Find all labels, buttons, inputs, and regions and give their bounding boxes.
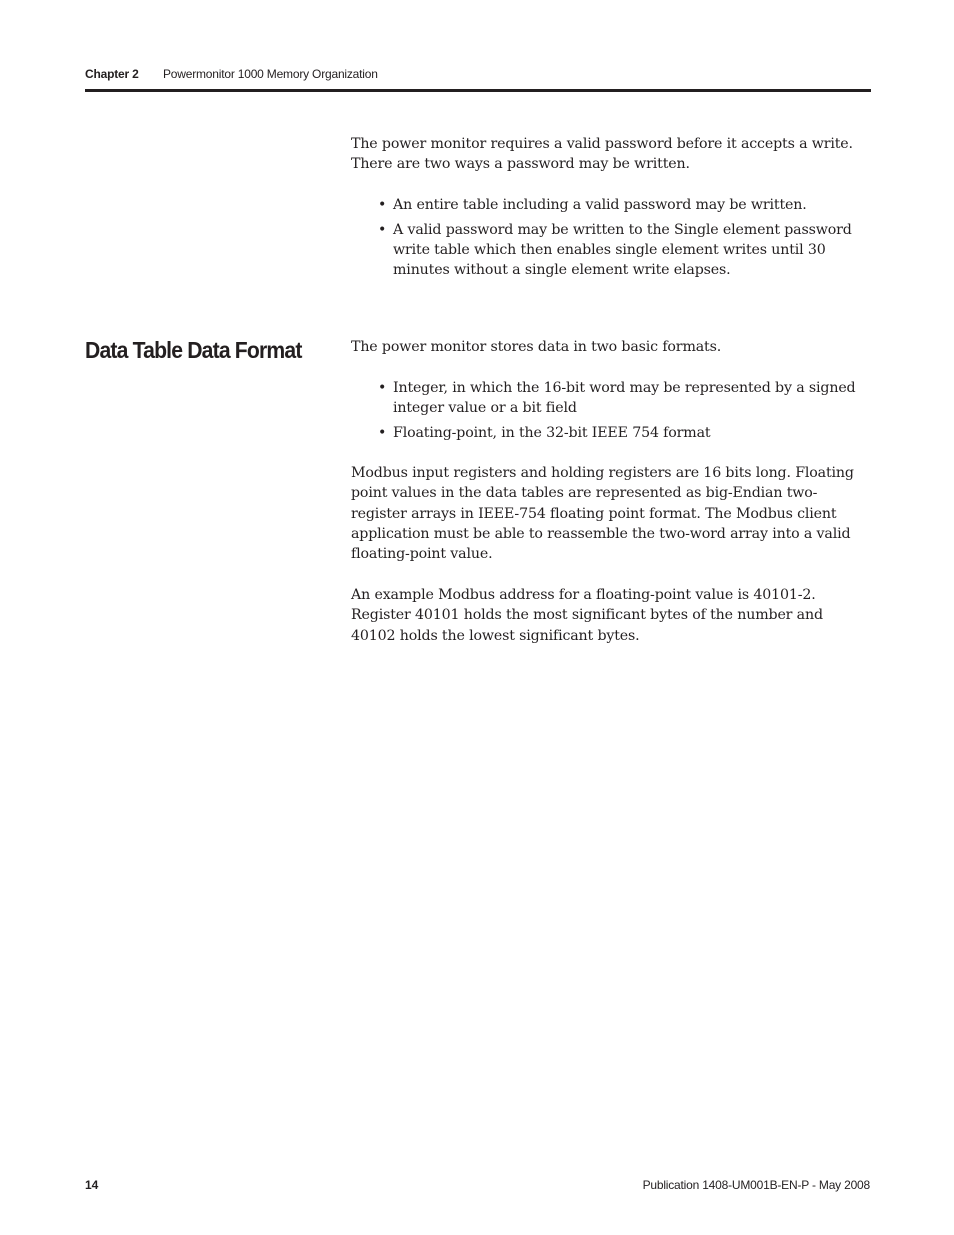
format-bullet-list — [378, 378, 872, 448]
list-item — [378, 423, 872, 443]
section-intro: The power monitor stores data in two basic formats. — [351, 339, 722, 355]
bullet-icon: • — [378, 197, 387, 213]
list-item — [378, 220, 872, 281]
bullet-icon: • — [378, 221, 387, 238]
chapter-title: Powermonitor 1000 Memory Organization — [163, 67, 378, 81]
section-heading: Data Table Data Format — [85, 337, 302, 363]
bullet-text: A valid password may be written to the Single element password write table which then enables single element writes until 30 minutes without a single element write elapses. — [393, 221, 852, 279]
page-number: 14 — [85, 1178, 99, 1192]
bullet-text: Integer, in which the 16-bit word may be represented by a signed integer value or a bit field — [393, 380, 856, 417]
intro-bullet-list — [378, 195, 872, 285]
list-item — [378, 378, 872, 419]
page-header — [85, 66, 871, 82]
bullet-text: Floating-point, in the 32-bit IEEE 754 format — [393, 425, 711, 442]
modbus-paragraph: Modbus input registers and holding registers are 16 bits long. Floating point values in the data tables are represented as big-Endian two-register arrays in IEEE-754 floating point format. The Modbus client application must be able to reassemble the two-word array into a valid floating-point value. — [351, 465, 854, 563]
example-paragraph: An example Modbus address for a floating-point value is 40101-2. Register 40101 holds the most significant bytes of the number and 40102 holds the lowest significant bytes. — [351, 587, 823, 644]
list-item — [378, 195, 872, 215]
chapter-label: Chapter 2 — [85, 67, 139, 81]
bullet-icon: • — [378, 425, 387, 442]
publication-info: Publication 1408-UM001B-EN-P - May 2008 — [642, 1178, 870, 1192]
bullet-icon: • — [378, 380, 387, 396]
bullet-text: An entire table including a valid password may be written. — [393, 197, 807, 213]
header-rule — [85, 89, 871, 92]
intro-paragraph: The power monitor requires a valid password before it accepts a write. There are two ways a password may be written. — [351, 136, 853, 173]
